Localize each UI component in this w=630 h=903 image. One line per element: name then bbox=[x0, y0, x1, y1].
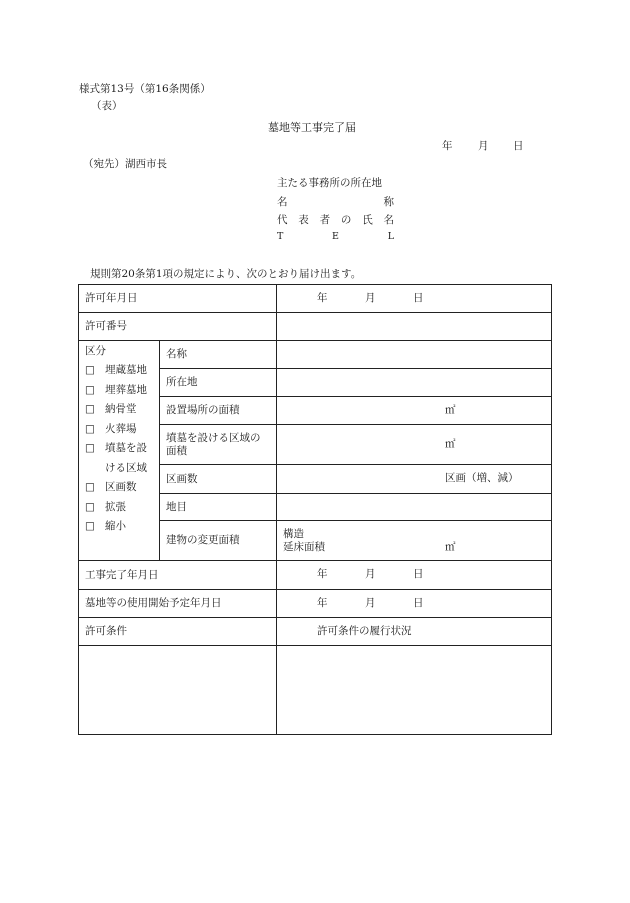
applicant-tel-char: L bbox=[387, 231, 394, 242]
applicant-rep-char: の bbox=[340, 214, 352, 226]
applicant-name-char: 称 bbox=[383, 196, 394, 208]
date-day-label: 日 bbox=[513, 140, 524, 152]
start-use-date-field[interactable] bbox=[277, 590, 552, 618]
permit-number-label: 許可番号 bbox=[79, 313, 277, 341]
checkbox-icon[interactable]: □ bbox=[85, 403, 95, 416]
plots-unit-label: 区画（増、減） bbox=[445, 472, 519, 484]
category-item-tomb-area-cont bbox=[85, 459, 153, 479]
category-cell bbox=[79, 341, 160, 561]
checkbox-icon[interactable]: □ bbox=[85, 500, 95, 513]
name-field[interactable] bbox=[277, 341, 552, 369]
applicant-rep-char: 表 bbox=[298, 214, 309, 226]
addressee: （宛先）湖西市長 bbox=[83, 158, 167, 170]
applicant-tel-label bbox=[277, 231, 394, 242]
category-item-interment-ground[interactable] bbox=[85, 381, 153, 401]
year-label: 年 bbox=[317, 291, 328, 304]
applicant-rep-char: 代 bbox=[277, 214, 288, 226]
row-completion-date bbox=[79, 561, 552, 590]
day-label: 日 bbox=[413, 291, 424, 304]
building-change-field[interactable] bbox=[277, 521, 552, 561]
applicant-rep-label bbox=[277, 212, 394, 227]
checkbox-icon[interactable]: □ bbox=[85, 422, 95, 435]
year-label: 年 bbox=[317, 596, 328, 609]
row-conditions-body bbox=[79, 646, 552, 735]
land-field[interactable] bbox=[277, 494, 552, 521]
row-conditions-header bbox=[79, 618, 552, 646]
day-label: 日 bbox=[413, 568, 424, 580]
building-change-label: 建物の変更面積 bbox=[160, 521, 277, 561]
checkbox-icon[interactable]: □ bbox=[85, 520, 95, 533]
applicant-tel-char: T bbox=[277, 231, 284, 242]
tomb-area-field[interactable] bbox=[277, 425, 552, 465]
row-permit-number bbox=[79, 313, 552, 341]
row-permit-date bbox=[79, 285, 552, 313]
category-item-expand[interactable] bbox=[85, 498, 153, 518]
start-use-date-label: 墓地等の使用開始予定年月日 bbox=[79, 590, 277, 618]
category-item-label: 区画数 bbox=[105, 481, 137, 494]
category-item-shrink[interactable] bbox=[85, 517, 153, 537]
year-label: 年 bbox=[317, 568, 328, 580]
applicant-rep-char: 名 bbox=[383, 214, 394, 226]
date-year-label: 年 bbox=[442, 140, 453, 152]
checkbox-icon[interactable]: □ bbox=[85, 383, 95, 396]
category-item-label: 埋蔵墓地 bbox=[105, 364, 147, 377]
applicant-rep-char: 者 bbox=[319, 214, 331, 226]
location-field[interactable] bbox=[277, 369, 552, 397]
category-item-label: 納骨堂 bbox=[105, 403, 137, 416]
applicant-office-label: 主たる事務所の所在地 bbox=[277, 177, 382, 189]
intro-text: 規則第20条第1項の規定により、次のとおり届け出ます。 bbox=[90, 268, 362, 280]
month-label: 月 bbox=[365, 568, 376, 580]
applicant-name-label bbox=[277, 194, 394, 209]
site-area-label: 設置場所の面積 bbox=[160, 397, 277, 425]
category-item-label: 埋葬墓地 bbox=[105, 383, 147, 396]
land-label: 地目 bbox=[160, 494, 277, 521]
applicant-tel-char: E bbox=[332, 231, 339, 242]
category-label: 区分 bbox=[85, 345, 106, 357]
category-item-burial-ground[interactable] bbox=[85, 361, 153, 381]
permit-number-field[interactable] bbox=[277, 313, 552, 341]
plots-field[interactable] bbox=[277, 465, 552, 494]
location-label: 所在地 bbox=[160, 369, 277, 397]
floor-area-label: 延床面積 bbox=[283, 540, 325, 553]
category-item-label: 拡張 bbox=[105, 500, 126, 513]
completion-date-field[interactable] bbox=[277, 561, 552, 590]
area-unit-label: ㎡ bbox=[445, 437, 456, 450]
row-start-use-date bbox=[79, 590, 552, 618]
category-item-crematorium[interactable] bbox=[85, 420, 153, 440]
tomb-area-label: 墳墓を設ける区域の面積 bbox=[160, 425, 277, 465]
category-checkbox-list bbox=[85, 361, 153, 537]
permit-date-label: 許可年月日 bbox=[79, 285, 277, 313]
category-item-plots[interactable] bbox=[85, 478, 153, 498]
form-side-label: （表） bbox=[91, 100, 123, 112]
checkbox-icon[interactable]: □ bbox=[85, 364, 95, 377]
checkbox-icon[interactable]: □ bbox=[85, 481, 95, 494]
category-item-ossuary[interactable] bbox=[85, 400, 153, 420]
month-label: 月 bbox=[365, 291, 376, 304]
conditions-status-field[interactable] bbox=[277, 646, 552, 735]
category-item-tomb-area[interactable] bbox=[85, 439, 153, 459]
category-item-label: ける区域 bbox=[105, 461, 147, 474]
completion-form-table bbox=[78, 284, 552, 735]
conditions-label: 許可条件 bbox=[79, 618, 277, 646]
structure-label: 構造 bbox=[283, 527, 304, 540]
permit-date-field[interactable] bbox=[277, 285, 552, 313]
conditions-status-label: 許可条件の履行状況 bbox=[277, 618, 552, 646]
area-unit-label: ㎡ bbox=[445, 540, 456, 553]
applicant-rep-char: 氏 bbox=[362, 214, 373, 226]
form-number: 様式第13号（第16条関係） bbox=[79, 83, 211, 95]
month-label: 月 bbox=[365, 596, 376, 609]
conditions-field[interactable] bbox=[79, 646, 277, 735]
category-item-label: 縮小 bbox=[105, 520, 126, 533]
date-month-label: 月 bbox=[478, 140, 489, 152]
category-item-label: 墳墓を設 bbox=[105, 442, 147, 455]
checkbox-icon[interactable]: □ bbox=[85, 442, 95, 455]
page-title: 墓地等工事完了届 bbox=[268, 121, 356, 134]
category-item-label: 火葬場 bbox=[105, 422, 137, 435]
row-name bbox=[79, 341, 552, 369]
name-label: 名称 bbox=[160, 341, 277, 369]
day-label: 日 bbox=[413, 596, 424, 609]
applicant-name-char: 名 bbox=[277, 196, 288, 208]
site-area-field[interactable] bbox=[277, 397, 552, 425]
plots-label: 区画数 bbox=[160, 465, 277, 494]
area-unit-label: ㎡ bbox=[445, 403, 456, 416]
completion-date-label: 工事完了年月日 bbox=[79, 561, 277, 590]
